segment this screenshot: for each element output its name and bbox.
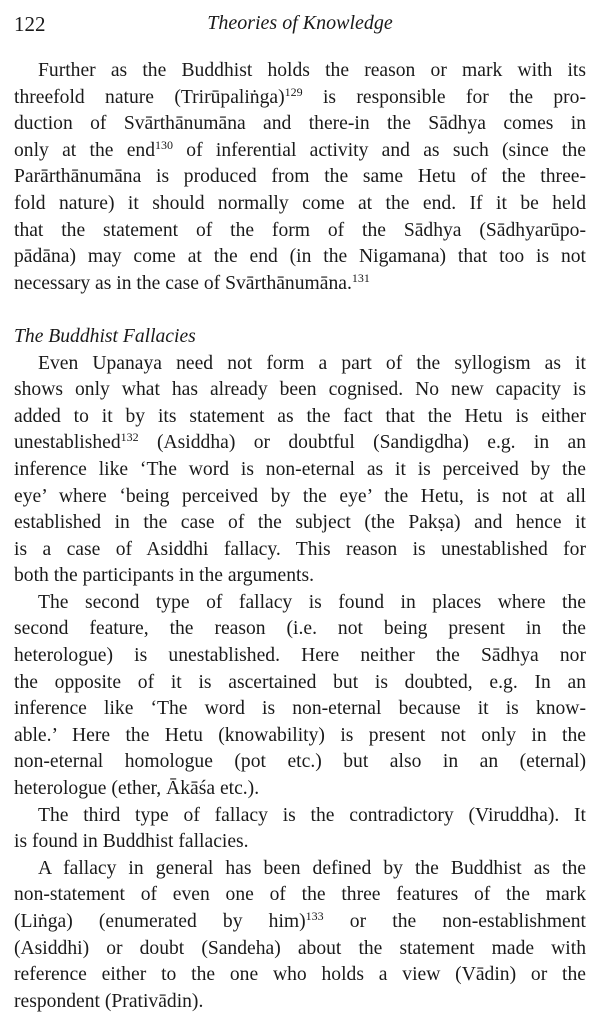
text-line: able.’ Here the Hetu (knowability) is present not only in the xyxy=(14,724,586,746)
text-line: shows only what has already been cognised. No new capacity is xyxy=(14,379,586,401)
book-page xyxy=(14,0,586,1012)
text-line: eye’ where ‘being perceived by the eye’ the Hetu, is not at all xyxy=(14,485,586,507)
text-line: unestablished$^{132}$ (Asiddha) or doubtful (Sandigdha) e.g. in an xyxy=(14,430,586,454)
text-line: duction of Svārthānumāna and there-in the Sādhya comes in xyxy=(14,113,586,135)
page-number: 122 xyxy=(14,12,46,36)
text-line: respondent (Prativādin). xyxy=(14,990,204,1012)
text-line: non-statement of even one of the three features of the mark xyxy=(14,884,586,906)
text-line: fold nature) it should normally come at the end. If it be held xyxy=(14,192,586,214)
text-line: pādāna) may come at the end (in the Nigamana) that too is not xyxy=(14,246,586,268)
text-line: The third type of fallacy is the contradictory (Viruddha). It xyxy=(38,804,586,826)
text-line: only at the end$^{130}$ of inferential activity and as such (since the xyxy=(14,137,586,161)
text-line: inference like ‘The word is non-eternal because it is know- xyxy=(14,698,586,720)
text-line: reference either to the one who holds a view (Vādin) or the xyxy=(14,964,586,986)
text-line: (Liṅga) (enumerated by him)$^{133}$ or the non-establishment xyxy=(14,909,586,932)
paragraph xyxy=(14,590,586,803)
text-line: (Asiddhi) or doubt (Sandeha) about the statement made with xyxy=(14,937,586,959)
text-line: Parārthānumāna is produced from the same Hetu of the three- xyxy=(14,166,586,188)
text-line: established in the case of the subject (the Pakṣa) and hence it xyxy=(14,512,586,534)
spacer xyxy=(14,297,586,324)
text-line: Even Upanaya need not form a part of the syllogism as it xyxy=(38,352,586,374)
running-title: Theories of Knowledge xyxy=(207,12,393,34)
text-line: Further as the Buddhist holds the reason or mark with its xyxy=(38,60,586,81)
page-body xyxy=(14,58,586,1015)
text-line: is found in Buddhist fallacies. xyxy=(14,831,249,853)
paragraph xyxy=(14,803,586,856)
footnote-ref[interactable]: 129 xyxy=(284,84,303,99)
paragraph xyxy=(14,58,586,297)
text-line: the opposite of it is ascertained but is doubted, e.g. In an xyxy=(14,671,586,693)
text-line: non-eternal homologue (pot etc.) but also in an (eternal) xyxy=(14,751,586,773)
footnote-ref[interactable]: 132 xyxy=(120,430,139,445)
text-line: that the statement of the form of the Sādhya (Sādhyarūpo- xyxy=(14,219,586,241)
section-heading: The Buddhist Fallacies xyxy=(14,325,196,347)
page-header xyxy=(14,0,586,50)
footnote-ref[interactable]: 131 xyxy=(351,270,370,285)
text-line: added to it by its statement as the fact that the Hetu is either xyxy=(14,405,586,427)
footnote-ref[interactable]: 133 xyxy=(305,909,324,923)
paragraph xyxy=(14,856,586,1016)
paragraph xyxy=(14,351,586,590)
text-line: threefold nature (Trirūpaliṅga)$^{129}$ is responsible for the pro- xyxy=(14,84,586,108)
text-line: The second type of fallacy is found in places where the xyxy=(38,591,586,613)
text-line: inference like ‘The word is non-eternal as it is perceived by the xyxy=(14,458,586,480)
footnote-ref[interactable]: 130 xyxy=(155,137,174,152)
text-line: heterologue) is unestablished. Here neither the Sādhya nor xyxy=(14,645,586,667)
text-line: heterologue (ether, Ākāśa etc.). xyxy=(14,778,260,800)
text-line: is a case of Asiddhi fallacy. This reason is unestablished for xyxy=(14,538,586,560)
text-line: necessary as in the case of Svārthānumāna.$^{131}$ xyxy=(14,270,370,294)
text-line: second feature, the reason (i.e. not being present in the xyxy=(14,618,586,640)
text-line: A fallacy in general has been defined by the Buddhist as the xyxy=(38,857,586,879)
text-line: both the participants in the arguments. xyxy=(14,565,315,587)
